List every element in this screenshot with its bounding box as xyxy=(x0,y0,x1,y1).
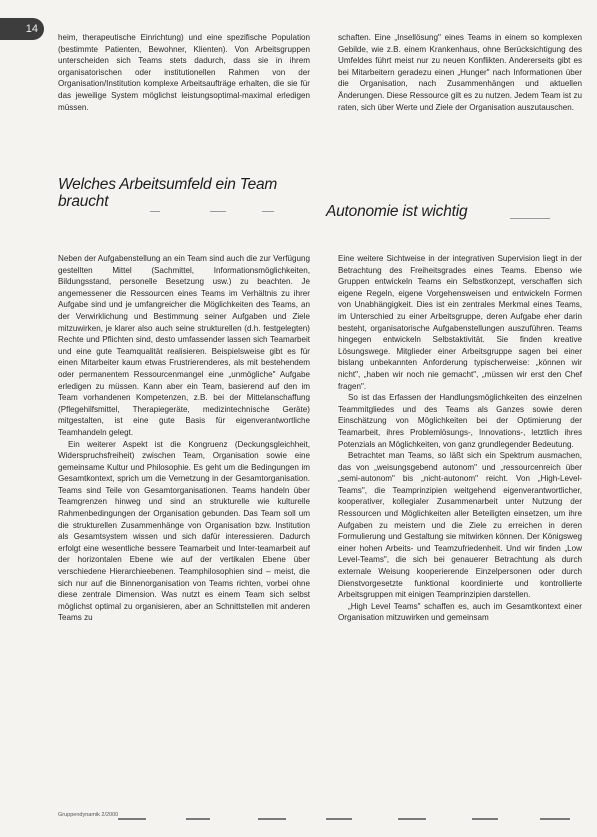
paragraph: Eine weitere Sichtweise in der integrativen Supervision liegt in der Betrachtung des Freiheitsgrades eines Teams. Ebenso wie Gruppen entwickeln Teams ein Selbstkonzept, verschaffen sich eigene Regeln, eigene Vorgehensweisen und entwickeln Formen von Unabhängigkeit. Dies ist ein zentrales Merkmal eines Teams, im Unterschied zu einer Arbeitsgruppe, deren Aufgabe eher darin besteht, organisatorische Aufgabenstellungen auszuführen. Teams hingegen entwickeln Selbstaktivität. Sie finden kreative Lösungswege. Mitglieder einer Arbeitsgruppe sagen bei einer bislang unbekannten Anforderung typischerweise: „können wir nicht", „haben wir noch nie gemacht", „müssen wir erst den Chef fragen". xyxy=(338,254,582,391)
paragraph: So ist das Erfassen der Handlungsmöglichkeiten des einzelnen Teammitgliedes und des Teams als Ganzes sowie deren Einschätzung von Möglichkeiten bei der Optimierung der Teamarbeit, ihres Problemlösungs-, Innovations-, letztlich ihres Potenzials an Möglichkeiten, von ganz grundlegender Bedeutung. xyxy=(338,393,582,449)
footer-rule xyxy=(186,818,210,820)
top-left-text xyxy=(58,32,310,113)
paragraph: „High Level Teams" schaffen es, auch im Gesamtkontext einer Organisation mitzuwirken und gemeinsam xyxy=(338,601,582,623)
section-heading-left: Welches Arbeitsumfeld ein Team braucht xyxy=(58,176,278,210)
left-column-body xyxy=(58,253,310,793)
footer-journal-label: Gruppendynamik 2/2000 xyxy=(58,812,119,818)
paragraph: Betrachtet man Teams, so läßt sich ein Spektrum ausmachen, das von „weisungsgebend autonom" und „ressourcenreich über „semi-autonom" bis „nicht-autonom" reicht. Von „High-Level-Teams", die Teamprinzipien weitgehend eigenverantwortlicher, kooperativer, kollegialer Zusammenarbeit unter Nutzung der Ressourcen und Möglichkeiten aller Beteiligten einsetzen, um ihre Aufgaben zu meistern und die Ziele zu erreichen in deren Formulierung und Gestaltung sie mitwirken können. Der Königsweg einer hohen Arbeits- und Teamzufriedenheit. Und wir finden „Low Level-Teams", die sich bei genauerer Betrachtung als durch externale Weisung kooperierende Einzelpersonen oder durch Dienstvorgesetzte funktional koordinierte und kontrollierte Arbeitsgruppen mit einigen Teamprinzipien darstellen. xyxy=(338,451,582,600)
paragraph: schaften. Eine „Insellösung" eines Teams in einem so komplexen Gebilde, wie z.B. einem Krankenhaus, ohne Berücksichtigung des Umfeldes führt meist nur zu neuen Konflikten. Andererseits gibt es bei Mitarbeitern geradezu einen „Hunger" nach Informationen über die Organisation, nach Zusammenhängen und aktuellen Änderungen. Diese Ressource gilt es zu nutzen. Jedem Team ist zu raten, sich über Werte und Ziele der Organisation auszutauschen. xyxy=(338,33,582,112)
paragraph: Neben der Aufgabenstellung an ein Team sind auch die zur Verfügung gestellten Mittel (Sachmittel, Informationsmöglichkeiten, Bildungsstand, personelle Besetzung usw.) zu beachten. Je angemessener die Ressourcen eines Teams im Verhältnis zu ihrer Aufgabe sind und je umfangreicher die Möglichkeiten des Teams, an der Verwirklichung und Bestimmung seiner Aufgaben und Ziele mitzuwirken, je klarer also auch seine strukturellen (d.h. festgelegten) Rechte und Pflichten sind, desto umfassender lassen sich Teamarbeit und eine gute Teamqualität realisieren. Beispielsweise gibt es für einen Mitarbeiter kaum etwas Frustrierenderes, als mit bestehendem oder permanentem Ressourcenmangel eine „unmögliche" Aufgabe erledigen zu müssen. Kann aber ein Team, basierend auf den im Team vorhandenen Kompetenzen, z.B. bei der Mittelanschaffung (Pflegehilfsmittel, Therapiegeräte, medizintechnische Geräte) mitgestalten, ist eine gute Basis für eigenverantwortliche Teamhandeln gelegt. xyxy=(58,254,310,437)
footer-rule xyxy=(472,818,498,820)
right-column-body xyxy=(338,253,582,793)
footer-rule xyxy=(398,818,426,820)
footer-rule xyxy=(540,818,570,820)
divider xyxy=(150,211,160,212)
paragraph: heim, therapeutische Einrichtung) und eine spezifische Population (bestimmte Patienten, Bewohner, Klienten). Von Arbeitsgruppen unterscheiden sich Teams stets dadurch, dass sie in ihrem organisatorischen oder institutionellen Rahmen von der Organisation/Institution komplexe Arbeitsaufträge erhalten, die sie für das jeweilige System möglichst leistungsoptimal-maximal erledigen müssen. xyxy=(58,33,310,112)
section-heading-right: Autonomie ist wichtig xyxy=(326,203,468,220)
top-right-text xyxy=(338,32,582,113)
footer-rule xyxy=(118,818,146,820)
paragraph: Ein weiterer Aspekt ist die Kongruenz (Deckungsgleichheit, Widerspruchsfreiheit) zwischen Team, Organisation sowie eine gemeinsame Kultur und Philosophie. Es geht um die Bedingungen im Gesamtkontext, sprich um die Vernetzung in der Gesamtorganisation. Teams sind Teile von Gesamtorganisationen. Teams handeln über Teamgrenzen hinweg und sind an strukturelle wie kulturelle Rahmenbedingungen der Organisation gebunden. Das Team soll um die strukturellen Zusammenhänge von Organisation bzw. Institution als Gesamtsystem wissen und sich dafür interessieren. Dadurch erfolgt eine wesentliche bessere Teamarbeit und Inter-teamarbeit auf der horizontalen Ebene wie auf der vertikalen Ebene über verschiedene Hierarchieebenen. Teamphilosophien sind – meist, die sich nur auf die Binnenorganisation von Teams richten, vorbei ohne diese zentrale Dimension. Was nutzt es einem Team sich selbst möglichst optimal zu organisieren, aber an Schnittstellen mit anderen Teams zu xyxy=(58,439,310,623)
footer-rule xyxy=(326,818,352,820)
divider xyxy=(262,211,274,212)
footer-rule xyxy=(258,818,286,820)
divider xyxy=(510,218,550,219)
page-number-badge: 14 xyxy=(0,18,44,40)
divider xyxy=(210,211,226,212)
